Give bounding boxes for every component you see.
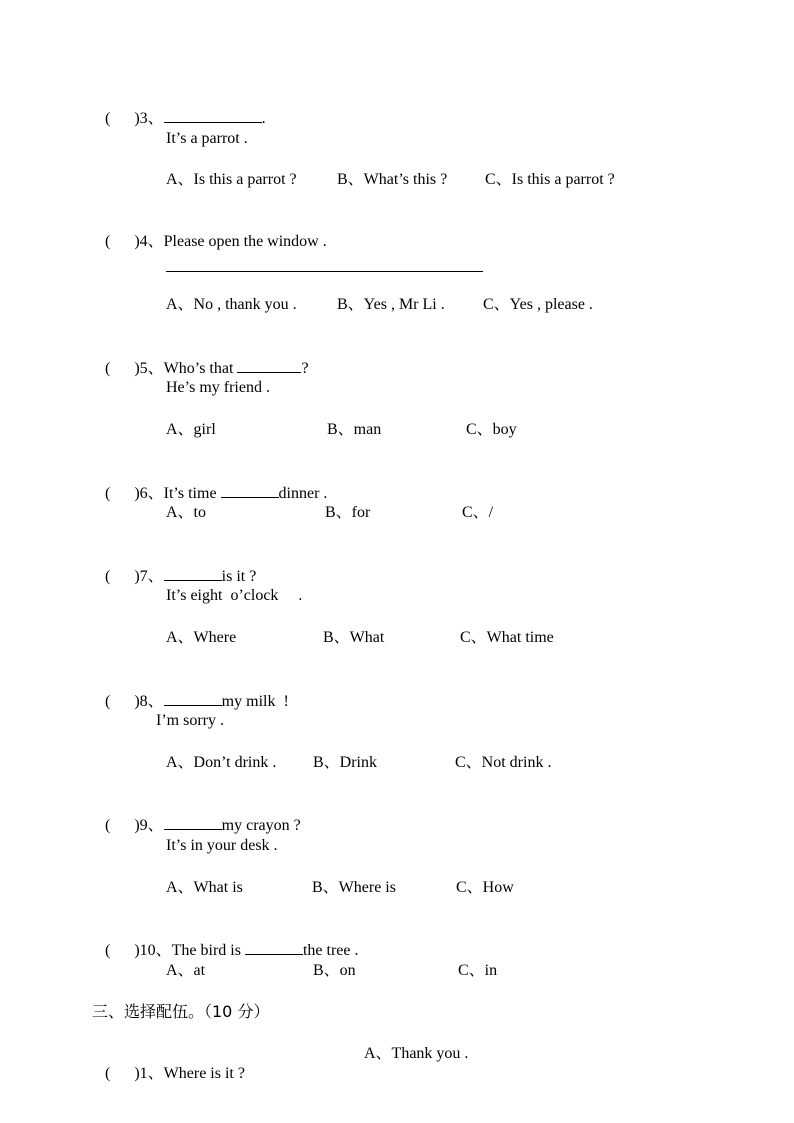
q7-option-c: C、What time <box>460 629 554 646</box>
question-number: 9、 <box>139 817 164 834</box>
question-tail: my milk ! <box>221 693 289 710</box>
fill-blank[interactable] <box>164 565 222 581</box>
answer-paren: ( ) <box>105 693 140 710</box>
q6-option-c: C、/ <box>462 504 494 521</box>
question-tail: is it ? <box>221 568 257 585</box>
q3-option-b: B、What’s this ? <box>337 171 448 188</box>
q9-option-b: B、Where is <box>312 879 396 896</box>
answer-paren: ( ) <box>105 1065 140 1082</box>
q3-option-c: C、Is this a parrot ? <box>485 171 615 188</box>
answer-paren: ( ) <box>105 360 140 377</box>
question-text: 10、The bird is <box>139 942 241 959</box>
q10-option-a: A、at <box>166 962 206 979</box>
question-tail: . <box>261 110 266 127</box>
answer-paren: ( ) <box>105 942 140 959</box>
question-tail: my crayon ? <box>221 817 301 834</box>
question-tail: the tree . <box>302 942 359 959</box>
answer-paren: ( ) <box>105 568 140 585</box>
question-3 <box>97 87 266 127</box>
fill-blank[interactable] <box>245 939 303 955</box>
s3-question-1 <box>97 1044 245 1082</box>
answer-paren: ( ) <box>105 110 140 127</box>
q6-option-b: B、for <box>325 504 371 521</box>
question-5 <box>97 337 309 377</box>
question-number: 8、 <box>139 693 164 710</box>
fill-blank[interactable] <box>164 690 222 706</box>
question-tail: ? <box>301 360 309 377</box>
section-3-title: 三、选择配伍。（10 分） <box>92 1002 270 1021</box>
question-text: 4、Please open the window . <box>139 233 327 250</box>
q6-option-a: A、to <box>166 504 207 521</box>
fill-blank[interactable] <box>164 107 262 123</box>
q9-answer-line: It’s in your desk . <box>166 837 278 854</box>
answer-paren: ( ) <box>105 485 140 502</box>
fill-blank[interactable] <box>164 814 222 830</box>
answer-paren: ( ) <box>105 817 140 834</box>
question-4 <box>97 212 327 250</box>
q8-option-a: A、Don’t drink . <box>166 754 277 771</box>
fill-blank[interactable] <box>221 482 279 498</box>
question-9 <box>97 794 301 834</box>
q5-option-a: A、girl <box>166 421 216 438</box>
question-text: 1、Where is it ? <box>139 1065 245 1082</box>
q8-answer-line: I’m sorry . <box>156 712 224 729</box>
q3-option-a: A、Is this a parrot ? <box>166 171 297 188</box>
question-8 <box>97 670 289 710</box>
s3-option-a: A、Thank you . <box>364 1045 469 1062</box>
question-number: 7、 <box>139 568 164 585</box>
q10-option-b: B、on <box>313 962 356 979</box>
q7-option-a: A、Where <box>166 629 237 646</box>
answer-paren: ( ) <box>105 233 140 250</box>
q8-option-b: B、Drink <box>313 754 378 771</box>
fill-blank[interactable] <box>237 357 301 373</box>
q3-answer-line: It’s a parrot . <box>166 130 248 147</box>
question-10 <box>97 919 359 959</box>
question-number: 3、 <box>139 110 164 127</box>
question-tail: dinner . <box>278 485 328 502</box>
q5-option-b: B、man <box>327 421 382 438</box>
q5-answer-line: He’s my friend . <box>166 379 270 396</box>
q4-option-c: C、Yes , please . <box>483 296 593 313</box>
q9-option-a: A、What is <box>166 879 243 896</box>
answer-write-line[interactable] <box>166 271 483 272</box>
q5-option-c: C、boy <box>466 421 517 438</box>
question-text: 5、Who’s that <box>139 360 234 377</box>
q8-option-c: C、Not drink . <box>455 754 552 771</box>
q7-answer-line: It’s eight o’clock . <box>166 587 303 604</box>
question-text: 6、It’s time <box>139 485 217 502</box>
q10-option-c: C、in <box>458 962 498 979</box>
q4-option-b: B、Yes , Mr Li . <box>337 296 445 313</box>
question-6 <box>97 462 328 502</box>
q4-option-a: A、No , thank you . <box>166 296 297 313</box>
q7-option-b: B、What <box>323 629 385 646</box>
q9-option-c: C、How <box>456 879 514 896</box>
question-7 <box>97 545 257 585</box>
